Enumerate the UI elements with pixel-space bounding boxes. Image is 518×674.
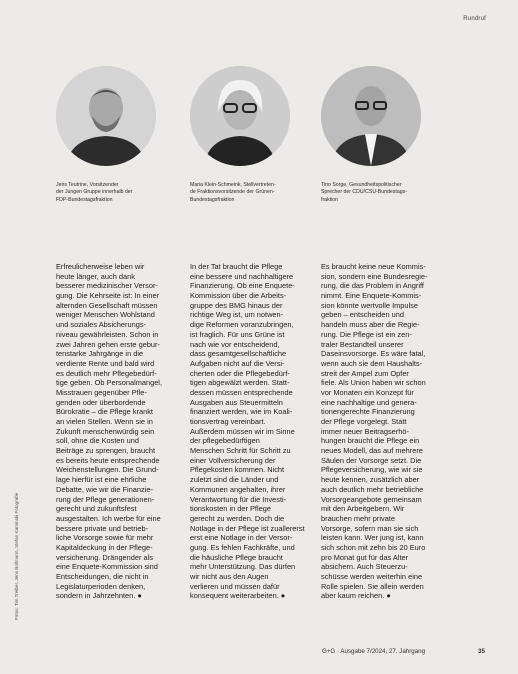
article-line: ist fraglich. Für uns Grüne ist <box>190 329 285 339</box>
article-line: Kommunen angehalten, ihrer <box>190 484 286 494</box>
article-line: Zukunft menschenwürdig sein <box>56 426 155 436</box>
person-caption: Jens Teutrine, Vorsitzender der Jungen Gruppe innerhalb der FDP-Bundestagsfraktion <box>56 182 133 203</box>
article-line: nimmt. Eine Enquete-Kommis- <box>321 291 422 301</box>
article-line: Kapitaldeckung in der Pflege- <box>56 542 153 552</box>
article-line: und soziales Absicherungs- <box>56 320 146 330</box>
article-line: Daseinsvorsorge. Es wäre fatal, <box>321 349 426 359</box>
photo-credit: Fotos: Tim Treiber, Jens Bollmann, Stefan Kaminski Fotografie <box>14 492 19 620</box>
article-line: niveau gewährleisten. Schon in <box>56 329 159 339</box>
article-line: gruppe des BMG hinaus der <box>190 300 283 310</box>
article-line: rung, die das Problem in Angriff <box>321 281 424 291</box>
article-line: Finanzierung. Ob eine Enquete- <box>190 281 295 291</box>
article-line: tigen abgewälzt werden. Statt- <box>190 378 290 388</box>
article-line: cherten oder die Pflegebedürf- <box>190 368 290 378</box>
article-line: tionengerechte Finanzierung <box>321 407 415 417</box>
article-line: liche Vorsorge sowie für mehr <box>56 533 154 543</box>
article-line: tionskosten in der Pflege <box>190 504 271 514</box>
article-line: rung der Pflege generationen- <box>56 494 155 504</box>
person-caption: Tino Sorge, Gesundheitspolitischer Sprecher der CDU/CSU-Bundestags- fraktion <box>321 182 407 203</box>
article-line: gung. Es fehlen Fachkräfte, und <box>190 542 295 552</box>
article-line: wenn auch sie dem Haushalts- <box>321 358 423 368</box>
article-line: dessen müssen entsprechende <box>190 387 293 397</box>
article-line: ausgestalten. Ich werbe für eine <box>56 513 161 523</box>
article-line: vor Monaten ein Konzept für <box>321 387 414 397</box>
article-line: Weichenstellungen. Die Grund- <box>56 465 159 475</box>
article-line: weniger Menschen Wohlstand <box>56 310 155 320</box>
article-line: absichern. Auch Steuerzu- <box>321 562 408 572</box>
person-portrait-icon <box>321 66 421 166</box>
article-line: Säulen der Vorsorge setzt. Die <box>321 455 422 465</box>
article-line: rung. Die Pflege ist ein zen- <box>321 329 412 339</box>
article-line: verlieren und müssen dafür <box>190 581 280 591</box>
article-line: tige geben. Ob Personalmangel, <box>56 378 163 388</box>
article-line: sion, sondern eine Bundesregie- <box>321 271 428 281</box>
article-column <box>190 262 308 601</box>
article-line: Debatte, wie wir die Finanzie- <box>56 484 153 494</box>
article-line: wir nicht aus den Augen <box>190 572 269 581</box>
article-line: traler Bestandteil unserer <box>321 339 404 349</box>
person-caption: Maria Klein-Schmeink, Stellvertreten- de Fraktionsvorsitzende der Grünen- Bundestagsfraktion <box>190 182 276 203</box>
article-line: eine Enquete-Kommission sind <box>56 562 158 572</box>
article-line: Außerdem müssen wir im Sinne <box>190 426 295 436</box>
article-line: verdiente Rente und bald wird <box>56 358 155 368</box>
article-line: Verantwortung für die Investi- <box>190 494 287 504</box>
article-line: Rolle spielen. Sie allein werden <box>321 581 424 591</box>
article-line: lage hierfür ist eine ehrliche <box>56 475 147 485</box>
article-line: es deutlich mehr Pflegebedürf- <box>56 368 157 378</box>
article-line: versicherung. Drängender als <box>56 552 153 562</box>
article-column <box>56 262 174 601</box>
article-line: Vorsorge, sofern man sie sich <box>321 523 419 533</box>
article-line: neues Modell, das auf mehrere <box>321 446 423 456</box>
article-line: brauchen mehr private <box>321 513 395 523</box>
person-portrait-icon <box>190 66 290 166</box>
article-line: Entscheidungen, die nicht in <box>56 572 149 581</box>
article-line: Beiträge zu sprengen, braucht <box>56 446 156 456</box>
article-line: gerecht zu werden. Doch die <box>190 513 285 523</box>
article-line: eine bessere und nachhaltigere <box>190 271 294 281</box>
article-line: leisten kann. Wer jung ist, kann <box>321 533 424 543</box>
article-line: pro Monat gut für das Alter <box>321 552 409 562</box>
article-line: einer Vollversicherung der <box>190 455 276 465</box>
article-line: heute länger, auch dank <box>56 271 135 281</box>
section-label: Rundruf <box>463 16 486 22</box>
article-line: fiele. Als Union haben wir schon <box>321 378 426 388</box>
article-line: der pflegebedürftigen <box>190 436 260 446</box>
article-line: streit der Ampel zum Opfer <box>321 368 409 378</box>
article-line: Es braucht keine neue Kommis- <box>321 262 426 271</box>
article-line: tenstarke Jahrgänge in die <box>56 349 144 359</box>
article-line: alternden Gesellschaft müssen <box>56 300 158 310</box>
article-line: an vielen Stellen. Wenn sie in <box>56 417 153 426</box>
article-line: schüsse werden weiterhin eine <box>321 572 423 581</box>
article-column <box>321 262 439 601</box>
article-line: Kommission über die Arbeits- <box>190 291 287 301</box>
article-line: auch deutlich mehr betriebliche <box>321 484 424 494</box>
article-line: Erfreulicherweise leben wir <box>56 262 145 271</box>
article-line: sich schon mit zehn bis 20 Euro <box>321 542 426 552</box>
article-line: dass gesamtgesellschaftliche <box>190 349 287 359</box>
article-line: tionsvertrag vereinbart. <box>190 417 266 426</box>
person-portrait-icon <box>56 66 156 166</box>
article-line: konsequent weiterarbeiten. ● <box>190 591 286 601</box>
article-line: heute kennen, zusätzlich aber <box>321 475 420 485</box>
article-line: eine nachhaltige und genera- <box>321 397 417 407</box>
article-line: es bereits heute entsprechende <box>56 455 160 465</box>
article-line: geben – entscheiden und <box>321 310 405 320</box>
article-line: zwei Jahren gehen erste gebur- <box>56 339 160 349</box>
article-line: mehr Unterstützung. Das dürfen <box>190 562 296 572</box>
article-line: richtige Weg ist, um notwen- <box>190 310 284 320</box>
article-line: Pflegekosten kommen. Nicht <box>190 465 285 475</box>
article-line: gerecht und zukunftsfest <box>56 504 137 514</box>
page-number: 35 <box>478 648 485 655</box>
article-line: Legislaturperioden denken, <box>56 581 146 591</box>
footer-journal: G+G · Ausgabe 7/2024, 27. Jahrgang <box>322 648 426 655</box>
article-line: hungen braucht die Pflege ein <box>321 436 420 446</box>
article-line: sion könnte wertvolle Impulse <box>321 300 418 310</box>
article-line: besserer medizinischer Versor- <box>56 281 158 291</box>
article-line: immer neuer Beitragserhö- <box>321 426 409 436</box>
article-line: Misstrauen gegenüber Pfle- <box>56 387 147 397</box>
article-line: Ausgaben aus Steuermitteln <box>190 397 283 407</box>
article-line: der Pflege vorgelegt. Statt <box>321 417 407 426</box>
article-line: nach wie vor entscheidend, <box>190 339 280 349</box>
article-line: gung. Die Kehrseite ist: In einer <box>56 291 160 301</box>
article-line: dige Reformen voranzubringen, <box>190 320 294 330</box>
article-line: Menschen Schritt für Schritt zu <box>190 446 291 456</box>
article-line: die häusliche Pflege braucht <box>190 552 283 562</box>
article-line: Pflegeversicherung, wie wir sie <box>321 465 423 475</box>
article-line: Aufgaben nicht auf die Versi- <box>190 358 285 368</box>
article-line: Bürokratie – die Pflege krankt <box>56 407 153 417</box>
article-line: handeln muss aber die Regie- <box>321 320 420 330</box>
article-line: bessere private und betrieb- <box>56 523 149 533</box>
article-line: zuletzt sind die Länder und <box>190 475 279 485</box>
article-line: finanziert werden, wie im Koali- <box>190 407 293 417</box>
article-line: mit den Arbeitgebern. Wir <box>321 504 405 514</box>
article-line: Notlage in der Pflege ist zuallererst <box>190 523 305 533</box>
article-line: aber kaum reichen. ● <box>321 591 391 601</box>
article-line: genden oder überbordende <box>56 397 146 407</box>
article-line: In der Tat braucht die Pflege <box>190 262 283 271</box>
article-line: Vorsorgeangebote gemeinsam <box>321 494 422 504</box>
article-line: erst eine Notlage in der Versor- <box>190 533 293 543</box>
article-line: sondern in Jahrzehnten. ● <box>56 591 142 601</box>
article-line: soll, ohne die Kosten und <box>56 436 140 446</box>
